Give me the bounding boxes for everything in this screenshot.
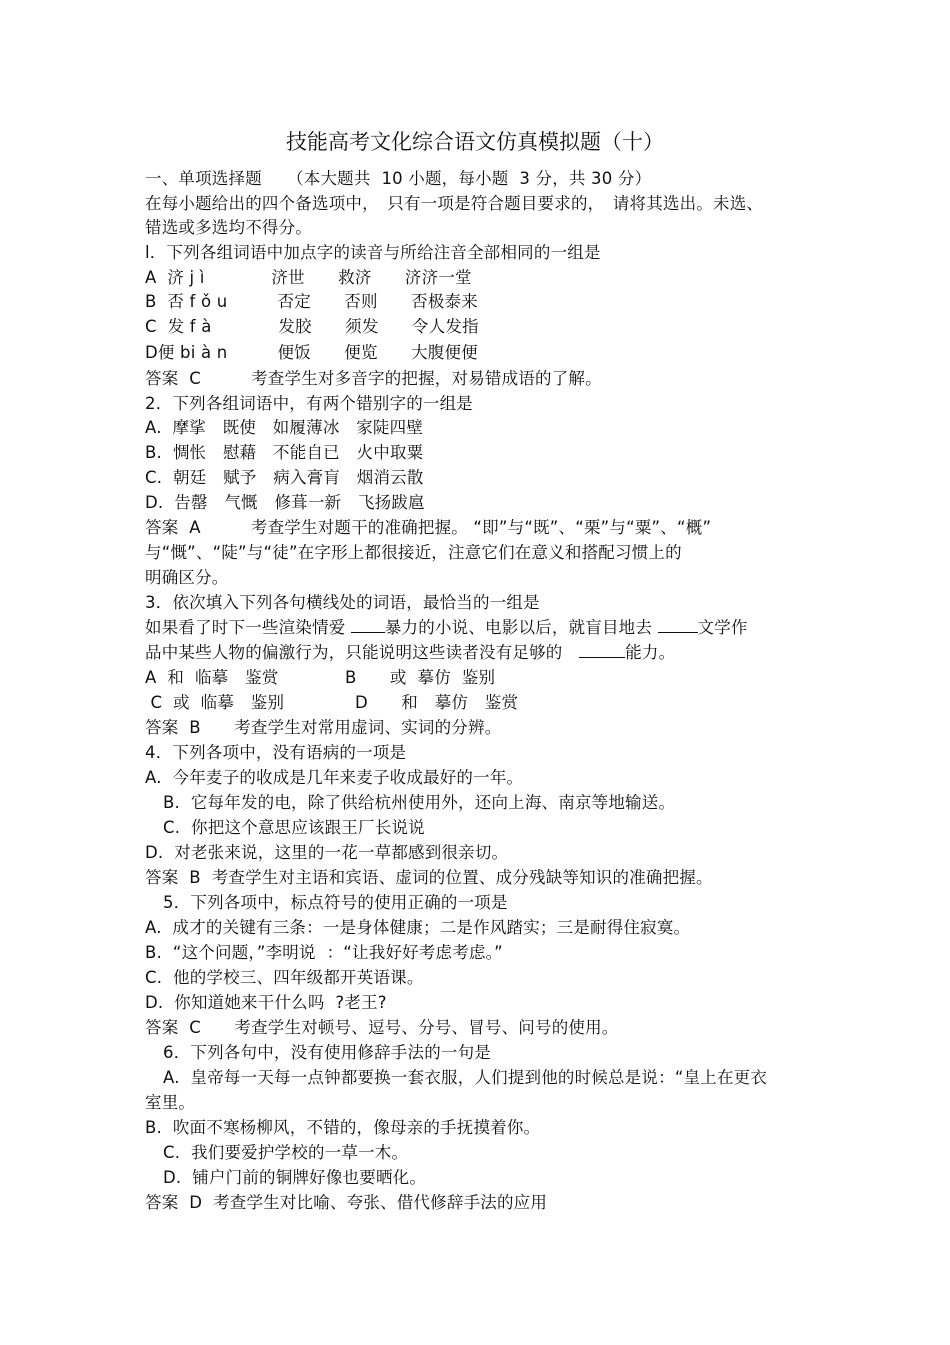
option-a-cont: 室里。	[145, 1093, 196, 1112]
option-d: D 和 摹仿 鉴赏	[355, 693, 519, 712]
question-6: 6．下列各句中，没有使用修辞手法的一句是	[163, 1043, 491, 1062]
question-3-sentence	[145, 641, 675, 665]
option-b: B. 吹面不寒杨柳风，不错的，像母亲的手抚摸着你。	[145, 1118, 541, 1137]
instruction-line: 错选或多选均不得分。	[145, 218, 312, 237]
sentence-part: 能力。	[625, 643, 676, 662]
option-b: B 否 f ǒ u 否定 否则 否极泰来	[145, 292, 478, 311]
option-b: B 或 摹仿 鉴别	[345, 668, 496, 687]
option-a: A 和 临摹 鉴赏	[145, 668, 279, 687]
answer-2-cont: 与“慨”、“陡”与“徒”在字形上都很接近，注意它们在意义和搭配习惯上的	[145, 543, 682, 562]
question-5: 5．下列各项中，标点符号的使用正确的一项是	[163, 893, 508, 912]
page-title: 技能高考文化综合语文仿真模拟题（十）	[286, 130, 664, 154]
answer-1: 答案 C 考查学生对多音字的把握，对易错成语的了解。	[145, 369, 602, 388]
option-a: A. 皇帝每一天每一点钟都要换一套衣服，人们提到他的时候总是说：“皇上在更衣	[163, 1068, 768, 1087]
option-c: C 或 临摹 鉴别	[145, 693, 285, 712]
option-c: C. 他的学校三、四年级都开英语课。	[145, 968, 424, 987]
option-b: B. 惆怅 慰藉 不能自已 火中取粟	[145, 443, 424, 462]
option-d: D. 对老张来说，这里的一花一草都感到很亲切。	[145, 843, 509, 862]
sentence-part: 暴力的小说、电影以后，就盲目地去	[384, 618, 653, 637]
option-c: C. 朝廷 赋予 病入膏肓 烟消云散	[145, 468, 424, 487]
option-b: B. 它每年发的电，除了供给杭州使用外，还向上海、南京等地输送。	[163, 793, 676, 812]
instruction-line: 在每小题给出的四个备选项中， 只有一项是符合题目要求的， 请将其选出。未选、	[145, 194, 764, 213]
option-a: A. 成才的关键有三条：一是身体健康；二是作风踏实；三是耐得住寂寞。	[145, 918, 691, 937]
answer-4: 答案 B 考查学生对主语和宾语、虚词的位置、成分残缺等知识的准确把握。	[145, 868, 713, 887]
option-d: D. 铺户门前的铜牌好像也要晒化。	[163, 1168, 427, 1187]
question-4: 4．下列各项中，没有语病的一项是	[145, 743, 407, 762]
question-3: 3．依次填入下列各句横线处的词语，最恰当的一组是	[145, 593, 540, 612]
sentence-part: 如果看了时下一些渲染情爱	[145, 618, 346, 637]
section-heading: 一、单项选择题 （本大题共 10 小题，每小题 3 分，共 30 分）	[145, 169, 652, 188]
option-d: D. 你知道她来干什么吗 ?老王?	[145, 993, 387, 1012]
sentence-part: 文学作	[697, 618, 748, 637]
question-3-sentence	[145, 616, 748, 640]
answer-6: 答案 D 考查学生对比喻、夸张、借代修辞手法的应用	[145, 1193, 548, 1212]
answer-3: 答案 B 考查学生对常用虚词、实词的分辨。	[145, 718, 502, 737]
sentence-part: 品中某些人物的偏激行为，只能说明这些读者没有足够的	[145, 643, 563, 662]
option-d: D. 告罄 气慨 修葺一新 飞扬跋扈	[145, 493, 425, 512]
option-b: B. “这个问题，”李明说 ：“让我好好考虑考虑。”	[145, 943, 503, 962]
option-a: A. 摩挲 既使 如履薄冰 家陡四壁	[145, 418, 424, 437]
fill-blank	[658, 616, 698, 633]
option-c: C. 我们要爱护学校的一草一木。	[163, 1143, 409, 1162]
options-ab	[145, 666, 495, 690]
fill-blank	[351, 616, 385, 633]
question-1: l．下列各组词语中加点字的读音与所给注音全部相同的一组是	[145, 243, 601, 262]
answer-2: 答案 A 考查学生对题干的准确把握。 “即”与“既”、“栗”与“粟”、“概”	[145, 518, 712, 537]
option-d: D便 bi à n 便饭 便览 大腹便便	[145, 343, 478, 362]
answer-5: 答案 C 考查学生对顿号、逗号、分号、冒号、问号的使用。	[145, 1018, 619, 1037]
option-a: A. 今年麦子的收成是几年来麦子收成最好的一年。	[145, 768, 524, 787]
options-cd	[145, 691, 518, 715]
option-c: C 发 f à 发胶 须发 令人发指	[145, 317, 479, 336]
answer-2-cont: 明确区分。	[145, 568, 229, 587]
option-a: A 济 j ì 济世 救济 济济一堂	[145, 268, 472, 287]
question-2: 2．下列各组词语中，有两个错别字的一组是	[145, 394, 473, 413]
fill-blank	[579, 641, 625, 658]
option-c: C. 你把这个意思应该跟王厂长说说	[163, 818, 425, 837]
